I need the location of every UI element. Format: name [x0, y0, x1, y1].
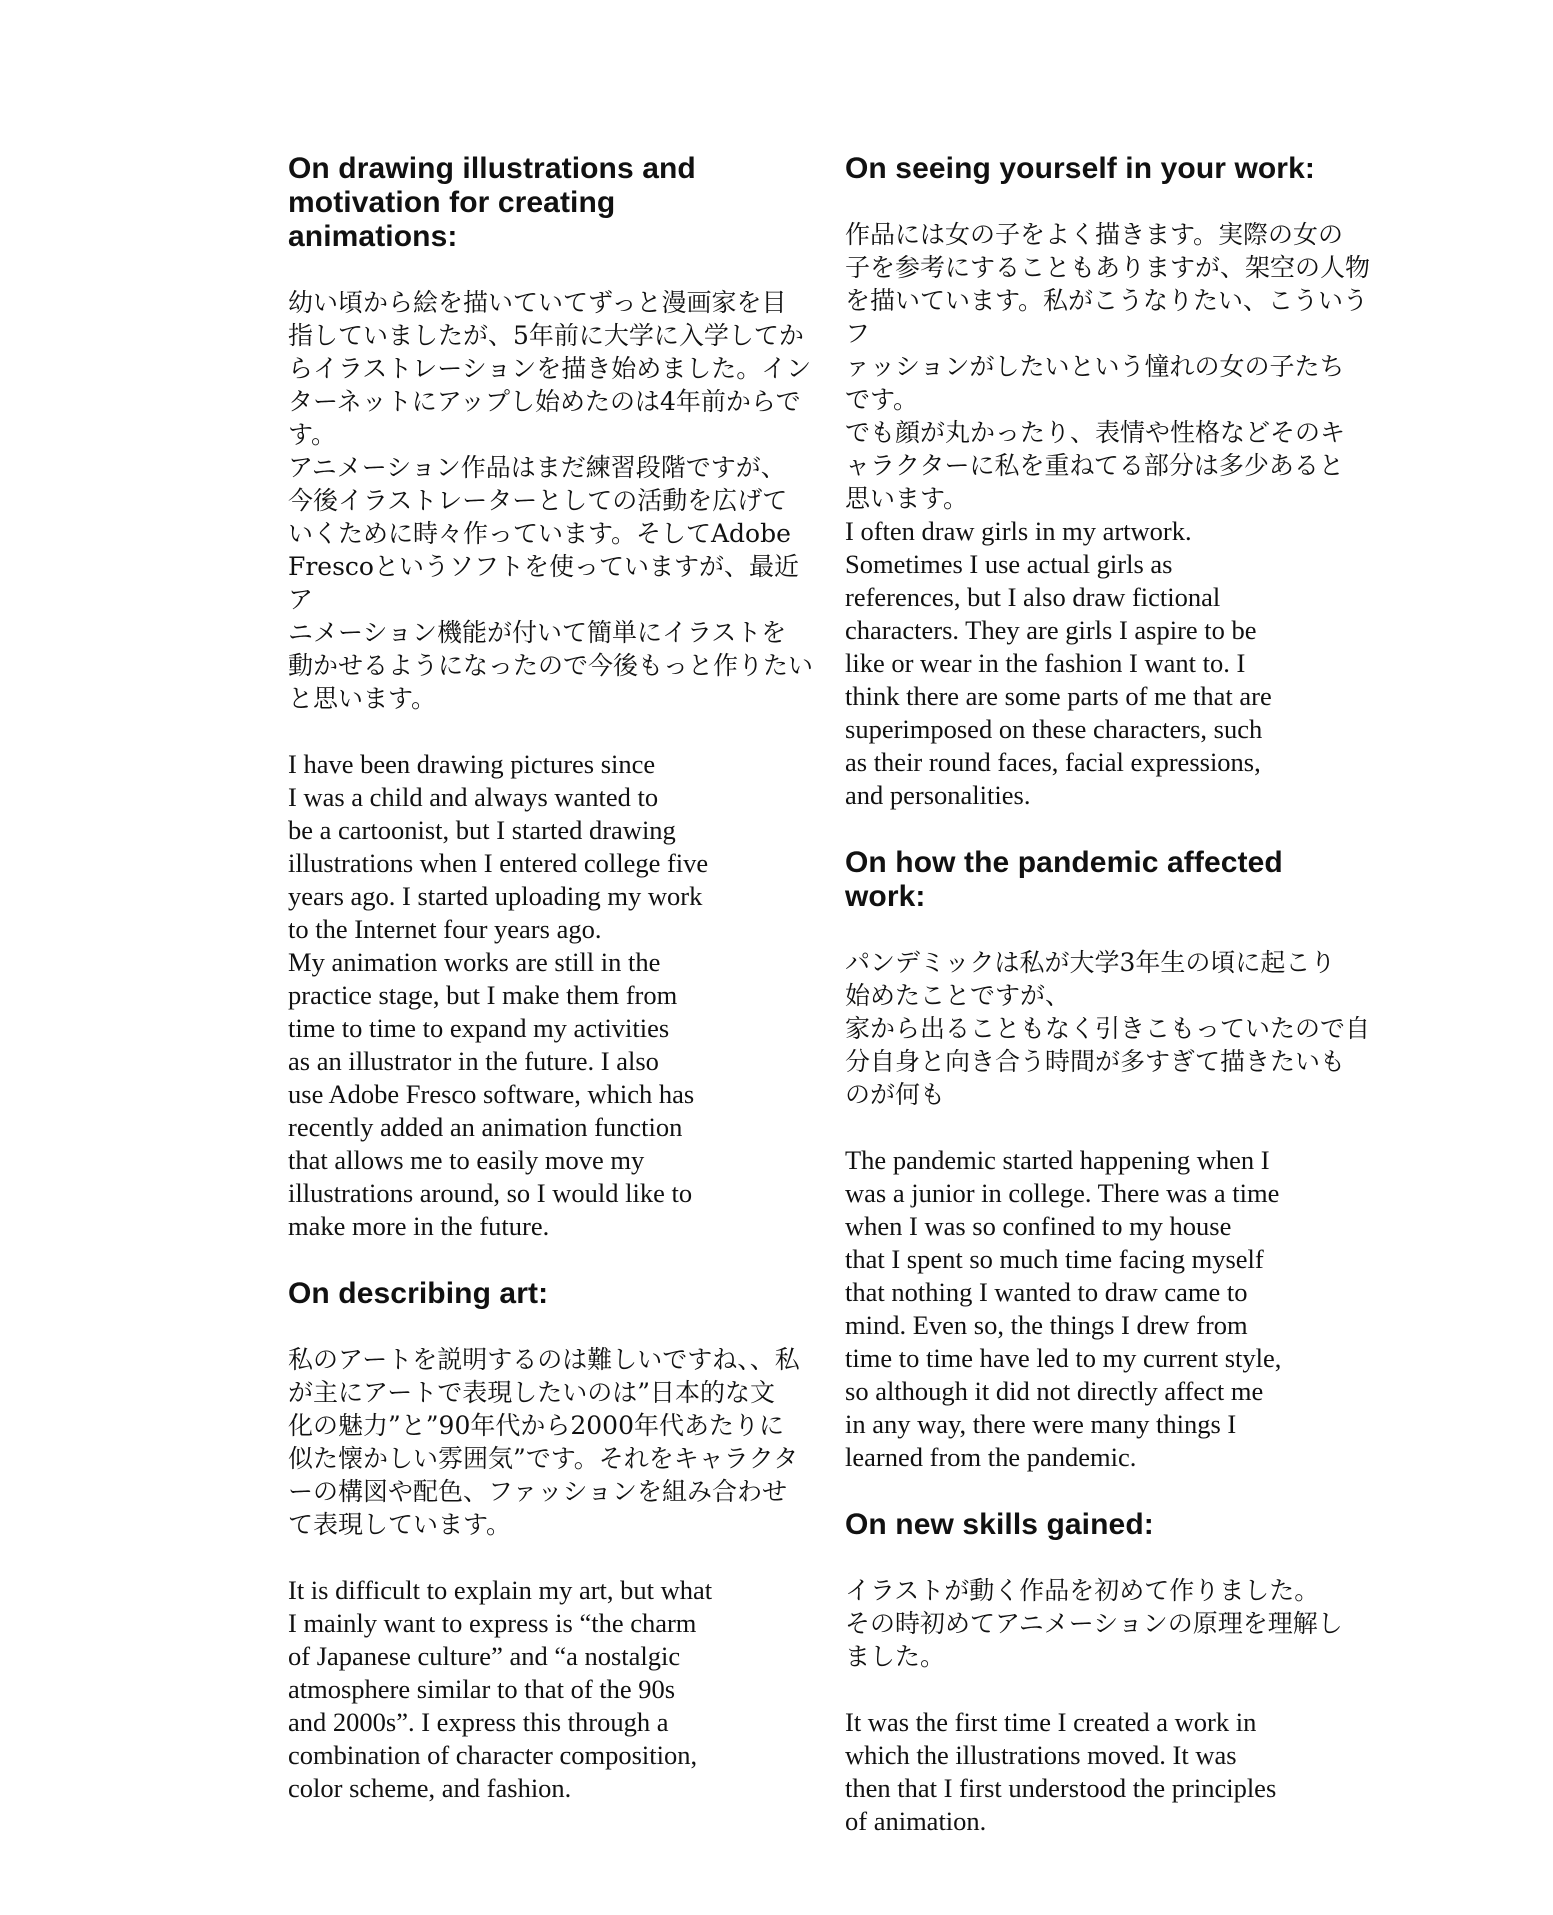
paragraph-describing-art-english: It is difficult to explain my art, but what I mainly want to express is “the charm of Japanese culture” and “a nostalgic atmosphere similar to that of the 90s and 2000s”. I express this through a combination of character composition, color scheme, and fashion. [288, 1575, 713, 1803]
heading-new-skills: On new skills gained: [845, 1508, 1154, 1541]
paragraph-drawing-illustrations-english: I have been drawing pictures since I was a child and always wanted to be a cartoonist, but I started drawing illustrations when I entered college five years ago. I started uploading my work to the Internet four years ago. My animation works are still in the practice stage, but I make them from time to time to expand my activities as an illustrator in the future. I also use Adobe Fresco software, which has recently added an animation function that allows me to easily move my illustrations around, so I would like to make more in the future. [288, 749, 709, 1241]
paragraph-seeing-yourself-english: I often draw girls in my artwork. Sometimes I use actual girls as references, but I also draw fictional characters. They are girls I aspire to be like or wear in the fashion I want to. I think there are some parts of me that are superimposed on these characters, such as their round faces, facial expressions, and personalities. [845, 516, 1272, 810]
paragraph-seeing-yourself-japanese: 作品には女の子をよく描きます。実際の女の 子を参考にすることもありますが、架空の人物 を描いています。私がこうなりたい、こういうフ ァッションがしたいという憧れの女の子たち です。 でも顔が丸かったり、表情や性格などそのキ ャラクターに私を重ねてる部分は多少あると 思います。 [845, 220, 1371, 513]
paragraph-new-skills-japanese: イラストが動く作品を初めて作りました。 その時初めてアニメーションの原理を理解し ました。 [845, 1576, 1343, 1671]
section-spacer [845, 1474, 1375, 1508]
heading-pandemic: On how the pandemic affected work: [845, 846, 1283, 913]
paragraph-pandemic-english: The pandemic started happening when I was a junior in college. There was a time when I was so confined to my house that I spent so much time facing myself that nothing I wanted to draw came to mind. Even so, the things I drew from time to time have led to my current style, so although it did not directly affect me in any way, there were many things I learned from the pandemic. [845, 1145, 1282, 1472]
paragraph-pandemic-japanese: パンデミックは私が大学3年生の頃に起こり 始めたことですが、 家から出ることもなく引きこもっていたので自 分自身と向き合う時間が多すぎて描きたいも のが何も [845, 948, 1371, 1109]
heading-seeing-yourself: On seeing yourself in your work: [845, 152, 1315, 185]
paragraph-new-skills-english: It was the first time I created a work in which the illustrations moved. It was then that I first understood the principles of animation. [845, 1707, 1277, 1836]
section-spacer [288, 1243, 818, 1277]
paragraph-drawing-illustrations-japanese: 幼い頃から絵を描いていてずっと漫画家を目 指していましたが、5年前に大学に入学してか らイラストレーションを描き始めました。イン ターネットにアップし始めたのは4年前からで す。 アニメーション作品はまだ練習段階ですが、 今後イラストレーターとしての活動を広げて いくために時々作っています。そしてAdobe Frescoというソフトを使っていますが、最近ア ニメーション機能が付いて簡単にイラストを 動かせるようになったので今後もっと作りたい と思います。 [288, 288, 814, 713]
heading-describing-art: On describing art: [288, 1277, 549, 1310]
left-column [288, 152, 818, 1805]
heading-drawing-illustrations: On drawing illustrations and motivation for creating animations: [288, 152, 696, 253]
paragraph-describing-art-japanese: 私のアートを説明するのは難しいですね、、私 が主にアートで表現したいのは”日本的な文 化の魅力”と”90年代から2000年代あたりに 似た懐かしい雰囲気”です。それをキャラクタ ーの構図や配色、ファッションを組み合わせ て表現しています。 [288, 1345, 800, 1539]
paragraph-spacer [845, 1111, 1375, 1144]
paragraph-spacer [288, 1541, 818, 1574]
right-column [845, 152, 1375, 1838]
paragraph-spacer [288, 715, 818, 748]
paragraph-spacer [845, 1673, 1375, 1706]
section-spacer [845, 812, 1375, 846]
